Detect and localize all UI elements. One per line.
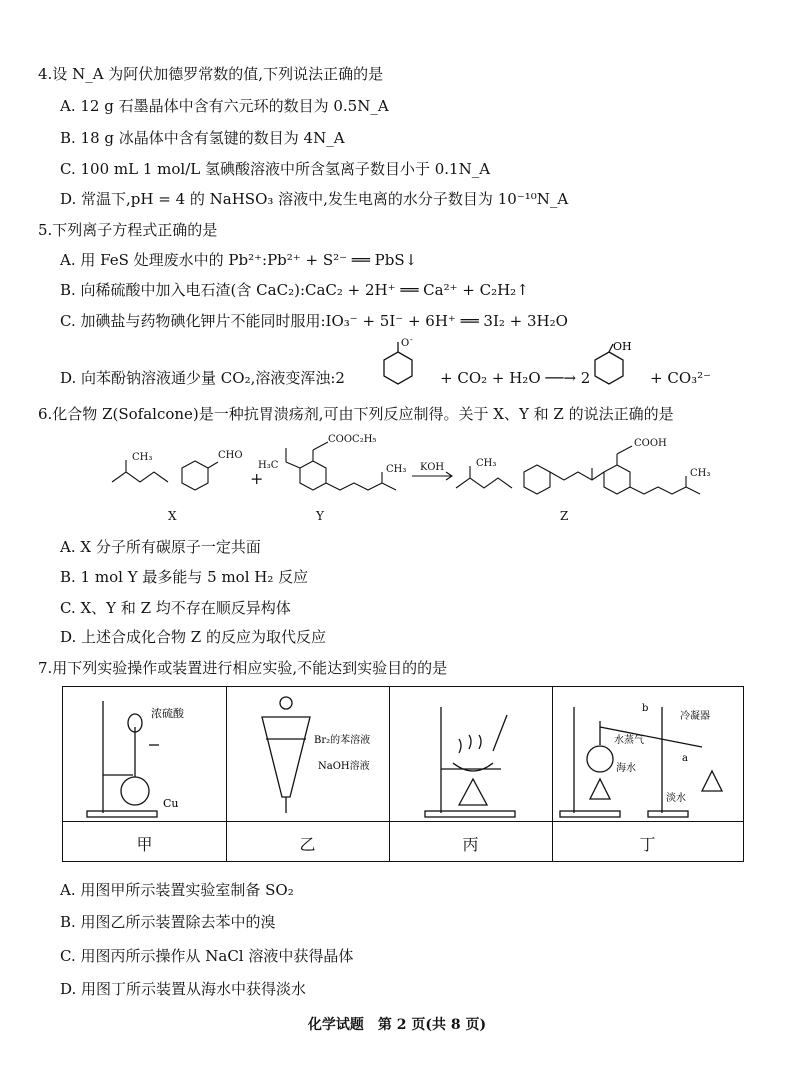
- z-methyl-tail-label: CH₃: [690, 468, 711, 479]
- apparatus-ding: [552, 687, 743, 861]
- svg-text:-: -: [410, 335, 413, 344]
- q6-option-c: C. X、Y 和 Z 均不存在顺反异构体: [60, 599, 291, 617]
- label-y: Y: [316, 509, 324, 523]
- q7-stem: 7.用下列实验操作或装置进行相应实验,不能达到实验目的的是: [38, 659, 448, 677]
- q5-option-a: A. 用 FeS 处理废水中的 Pb²⁺:Pb²⁺ + S²⁻ ══ PbS↓: [60, 251, 418, 269]
- svg-text:O: O: [401, 338, 410, 349]
- q5-stem: 5.下列离子方程式正确的是: [38, 221, 218, 239]
- q6-stem: 6.化合物 Z(Sofalcone)是一种抗胃溃疡剂,可由下列反应制得。关于 X、Y 和 Z 的说法正确的是: [38, 405, 674, 423]
- label-x: X: [168, 509, 177, 523]
- q7-option-d: D. 用图丁所示装置从海水中获得淡水: [60, 980, 307, 998]
- label-bing: 丙: [462, 835, 479, 854]
- q7-option-b: B. 用图乙所示装置除去苯中的溴: [60, 913, 276, 931]
- apparatus-yi: [226, 687, 390, 861]
- q6-option-d: D. 上述合成化合物 Z 的反应为取代反应: [60, 628, 326, 646]
- q7-option-c: C. 用图丙所示操作从 NaCl 溶液中获得晶体: [60, 947, 354, 965]
- reaction-scheme: [100, 428, 720, 526]
- reagent-label: KOH: [420, 462, 445, 473]
- z-acid-label: COOH: [634, 438, 667, 449]
- q4-option-b: B. 18 g 冰晶体中含有氢键的数目为 4N_A: [60, 129, 345, 147]
- svg-text:OH: OH: [613, 340, 632, 353]
- svg-text:+: +: [250, 469, 264, 488]
- apparatus-bing: [389, 687, 553, 861]
- x-methyl-label: CH₃: [132, 452, 153, 463]
- label-z: Z: [560, 509, 569, 523]
- label-seawater: 海水: [616, 763, 636, 774]
- phenoxide-structure: [372, 335, 432, 394]
- y-methyl-tail-label: CH₃: [386, 464, 407, 475]
- q4-stem: 4.设 N_A 为阿伏加德罗常数的值,下列说法正确的是: [38, 65, 384, 83]
- q4-option-c: C. 100 mL 1 mol/L 氢碘酸溶液中所含氢离子数目小于 0.1N_A: [60, 160, 491, 178]
- label-bromine-benzene-solution: Br₂的苯溶液: [314, 735, 371, 746]
- q7-option-a: A. 用图甲所示装置实验室制备 SO₂: [60, 881, 294, 899]
- label-condenser: 冷凝器: [680, 711, 710, 722]
- label-jia: 甲: [136, 835, 153, 854]
- q5-option-d-middle: + CO₂ + H₂O ──→ 2: [440, 369, 591, 387]
- q4-option-a: A. 12 g 石墨晶体中含有六元环的数目为 0.5N_A: [60, 97, 389, 115]
- y-methyl-label: H₃C: [258, 460, 279, 471]
- label-ding: 丁: [639, 835, 656, 854]
- apparatus-jia: [63, 687, 227, 861]
- q5-option-b: B. 向稀硫酸中加入电石渣(含 CaC₂):CaC₂ + 2H⁺ ══ Ca²⁺ + C₂H₂↑: [60, 281, 529, 299]
- q6-option-b: B. 1 mol Y 最多能与 5 mol H₂ 反应: [60, 568, 309, 586]
- label-naoh-solution: NaOH溶液: [318, 761, 370, 772]
- apparatus-table: [62, 686, 744, 862]
- q4-option-d: D. 常温下,pH = 4 的 NaHSO₃ 溶液中,发生电离的水分子数目为 10⁻¹⁰N_A: [60, 190, 569, 208]
- z-methyl-label: CH₃: [476, 458, 497, 469]
- label-steam: 水蒸气: [614, 735, 644, 746]
- label-b: b: [642, 703, 649, 714]
- x-aldehyde-label: CHO: [218, 450, 243, 461]
- label-a: a: [682, 753, 688, 764]
- y-ester-label: COOC₂H₅: [328, 434, 377, 445]
- page-footer: 化学试题 第 2 页(共 8 页): [307, 1017, 487, 1033]
- phenol-structure: [583, 340, 643, 394]
- label-cu: Cu: [163, 797, 179, 810]
- q5-option-c: C. 加碘盐与药物碘化钾片不能同时服用:IO₃⁻ + 5I⁻ + 6H⁺ ══ 3I₂ + 3H₂O: [60, 312, 568, 330]
- q6-option-a: A. X 分子所有碳原子一定共面: [60, 538, 261, 556]
- q5-option-d: D. 向苯酚钠溶液通少量 CO₂,溶液变浑浊:2: [60, 369, 345, 387]
- q5-option-d-end: + CO₃²⁻: [650, 369, 712, 387]
- label-yi: 乙: [299, 835, 316, 854]
- label-concentrated-sulfuric-acid: 浓硫酸: [151, 707, 184, 720]
- label-fresh-water: 淡水: [666, 793, 686, 804]
